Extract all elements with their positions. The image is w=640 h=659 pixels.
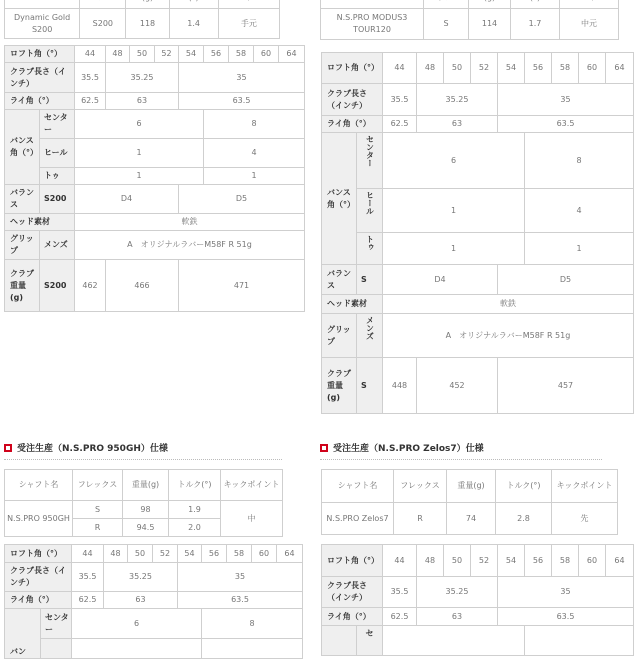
header-kick: キックポイント (221, 470, 283, 501)
lie-value: 63 (417, 608, 498, 626)
header-flex: フレックス (73, 470, 123, 501)
loft-value: 50 (128, 545, 153, 563)
club-weight-label: クラブ重量(g) (5, 260, 40, 312)
shaft-flex: S (424, 9, 469, 40)
bounce-center-label: センター (357, 133, 383, 189)
loft-value: 58 (552, 53, 579, 84)
shaft-kick: 手元 (218, 9, 279, 39)
shaft-name: N.S.PRO MODUS3 TOUR120 (321, 9, 424, 40)
red-square-icon (4, 444, 12, 452)
bounce-center-value: 8 (202, 609, 303, 639)
shaft-torque: 1.9 (169, 501, 221, 519)
loft-value: 60 (254, 46, 279, 63)
bounce-toe-label: トゥ (40, 168, 75, 185)
head-material-value: 軟鉄 (383, 295, 634, 314)
shaft-weight: 114 (469, 9, 511, 40)
bounce-center-label: センター (41, 609, 72, 639)
right-bottom-spec-table (321, 544, 634, 656)
bounce-toe-value: 1 (383, 233, 525, 265)
shaft-weight: 98 (123, 501, 169, 519)
shaft-name: N.S.PRO Zelos7 (322, 503, 394, 535)
bounce-center-value: 6 (75, 110, 204, 139)
loft-value: 54 (498, 545, 525, 577)
lie-value: 62.5 (383, 608, 417, 626)
bounce-label: バン (5, 609, 41, 659)
loft-value: 50 (444, 53, 471, 84)
loft-value: 44 (75, 46, 106, 63)
right-bottom-shaft-table (321, 469, 618, 535)
loft-value: 56 (525, 545, 552, 577)
grip-sub-label: メンズ (357, 314, 383, 358)
header-kick (560, 0, 619, 9)
loft-value: 54 (498, 53, 525, 84)
length-label: クラブ長さ（インチ） (322, 84, 383, 116)
length-value: 35.25 (106, 63, 179, 93)
balance-flex: S200 (40, 185, 75, 214)
lie-label: ライ角（°） (5, 93, 75, 110)
loft-value: 44 (383, 545, 417, 577)
balance-value: D5 (179, 185, 305, 214)
shaft-name: N.S.PRO 950GH (5, 501, 73, 537)
shaft-weight: 118 (126, 9, 169, 39)
lie-label: ライ角（°） (322, 608, 383, 626)
header-torque (169, 0, 218, 9)
bounce-heel-value (72, 639, 202, 659)
length-value: 35.5 (383, 577, 417, 608)
section-divider (320, 459, 602, 460)
loft-value: 50 (444, 545, 471, 577)
section-title-text: 受注生産（N.S.PRO 950GH）仕様 (17, 444, 168, 454)
length-value: 35.25 (417, 577, 498, 608)
club-weight-flex: S200 (40, 260, 75, 312)
section-title-text: 受注生産（N.S.PRO Zelos7）仕様 (333, 444, 484, 454)
bounce-heel-value: 1 (75, 139, 204, 168)
bounce-center-value (525, 626, 634, 656)
loft-value: 58 (227, 545, 252, 563)
bounce-label: バンス角（°） (322, 133, 357, 265)
lie-value: 62.5 (383, 116, 417, 133)
loft-value: 64 (277, 545, 303, 563)
balance-label: バランス (5, 185, 40, 214)
header-weight: 重量(g) (123, 470, 169, 501)
header-flex: フレックス (394, 470, 447, 503)
loft-value: 44 (72, 545, 104, 563)
head-material-label: ヘッド素材 (322, 295, 383, 314)
loft-value: 60 (252, 545, 277, 563)
header-flex (424, 0, 469, 9)
header-kick (218, 0, 279, 9)
length-value: 35 (498, 577, 634, 608)
length-value: 35.25 (104, 563, 178, 592)
shaft-flex: S200 (80, 9, 126, 39)
bounce-label (322, 626, 357, 656)
section-title-zelos7 (320, 441, 484, 454)
loft-value: 64 (279, 46, 305, 63)
loft-value: 56 (202, 545, 227, 563)
length-value: 35 (179, 63, 305, 93)
loft-value: 52 (155, 46, 179, 63)
loft-value: 64 (606, 53, 634, 84)
grip-label: グリップ (322, 314, 357, 358)
shaft-torque: 2.0 (169, 519, 221, 537)
grip-value: A オリジナルラバーM58F R 51g (383, 314, 634, 358)
balance-label: バランス (322, 265, 357, 295)
loft-value: 52 (153, 545, 178, 563)
header-weight: 重量(g) (447, 470, 496, 503)
loft-value: 58 (229, 46, 254, 63)
loft-label: ロフト角（°） (322, 545, 383, 577)
head-material-value: 軟鉄 (75, 214, 305, 231)
left-bottom-shaft-table (4, 469, 283, 537)
header-kick: キックポイント (552, 470, 618, 503)
shaft-flex: R (73, 519, 123, 537)
header-weight (469, 0, 511, 9)
loft-value: 50 (130, 46, 155, 63)
loft-label: ロフト角（°） (322, 53, 383, 84)
header-flex (80, 0, 126, 9)
bounce-toe-label: トゥ (357, 233, 383, 265)
section-divider (4, 459, 282, 460)
header-torque: トルク(°) (169, 470, 221, 501)
length-label: クラブ長さ（インチ） (5, 563, 72, 592)
shaft-torque: 2.8 (496, 503, 552, 535)
loft-value: 56 (525, 53, 552, 84)
header-shaft-name (321, 0, 424, 9)
header-weight (126, 0, 169, 9)
head-material-label: ヘッド素材 (5, 214, 75, 231)
header-shaft-name (5, 0, 80, 9)
shaft-kick: 先 (552, 503, 618, 535)
bounce-heel-label: ヒール (40, 139, 75, 168)
bounce-center-value: 6 (72, 609, 202, 639)
grip-value: A オリジナルラバーM58F R 51g (75, 231, 305, 260)
lie-value: 63.5 (498, 608, 634, 626)
lie-value: 63 (106, 93, 179, 110)
left-top-spec-table (4, 45, 305, 312)
loft-label: ロフト角（°） (5, 545, 72, 563)
lie-value: 62.5 (75, 93, 106, 110)
balance-value: D4 (383, 265, 498, 295)
shaft-weight: 94.5 (123, 519, 169, 537)
balance-value: D5 (498, 265, 634, 295)
balance-value: D4 (75, 185, 179, 214)
bounce-heel-value: 1 (383, 189, 525, 233)
loft-label: ロフト角（°） (5, 46, 75, 63)
bounce-center-label: セ (357, 626, 383, 656)
grip-label: グリップ (5, 231, 40, 260)
shaft-weight: 74 (447, 503, 496, 535)
loft-value: 48 (417, 53, 444, 84)
shaft-name: Dynamic Gold S200 (5, 9, 80, 39)
loft-value: 60 (579, 53, 606, 84)
club-weight-value: 471 (179, 260, 305, 312)
lie-value: 63 (104, 592, 178, 609)
bounce-center-value: 6 (383, 133, 525, 189)
loft-value: 52 (471, 545, 498, 577)
loft-value: 44 (383, 53, 417, 84)
shaft-flex: S (73, 501, 123, 519)
grip-sub-label: メンズ (40, 231, 75, 260)
section-title-950gh (4, 441, 168, 454)
left-top-shaft-table (4, 0, 280, 39)
length-label: クラブ長さ（インチ） (322, 577, 383, 608)
loft-value: 48 (104, 545, 128, 563)
header-torque (511, 0, 560, 9)
bounce-center-value: 8 (525, 133, 634, 189)
lie-label: ライ角（°） (322, 116, 383, 133)
red-square-icon (320, 444, 328, 452)
loft-value: 54 (179, 46, 204, 63)
length-value: 35.5 (383, 84, 417, 116)
length-value: 35 (178, 563, 303, 592)
length-value: 35 (498, 84, 634, 116)
length-value: 35.25 (417, 84, 498, 116)
bounce-center-label: センター (40, 110, 75, 139)
right-top-spec-table (321, 52, 634, 414)
bounce-center-value (383, 626, 525, 656)
shaft-kick: 中 (221, 501, 283, 537)
header-shaft-name: シャフト名 (5, 470, 73, 501)
loft-value: 64 (606, 545, 634, 577)
club-weight-value: 462 (75, 260, 106, 312)
loft-value: 56 (204, 46, 229, 63)
bounce-heel-value (202, 639, 303, 659)
balance-flex: S (357, 265, 383, 295)
bounce-label: バンス角（°） (5, 110, 40, 185)
bounce-heel-label (41, 639, 72, 659)
lie-value: 63 (417, 116, 498, 133)
shaft-torque: 1.7 (511, 9, 560, 40)
club-weight-value: 457 (498, 358, 634, 414)
loft-value: 48 (106, 46, 130, 63)
bounce-toe-value: 1 (75, 168, 204, 185)
bounce-toe-value: 1 (525, 233, 634, 265)
shaft-kick: 中元 (560, 9, 619, 40)
length-value: 35.5 (72, 563, 104, 592)
bounce-toe-value: 1 (204, 168, 305, 185)
loft-value: 52 (471, 53, 498, 84)
header-shaft-name: シャフト名 (322, 470, 394, 503)
loft-value: 54 (178, 545, 202, 563)
left-bottom-spec-table (4, 544, 303, 659)
bounce-heel-label: ヒール (357, 189, 383, 233)
club-weight-value: 466 (106, 260, 179, 312)
club-weight-value: 448 (383, 358, 417, 414)
bounce-center-value: 8 (204, 110, 305, 139)
loft-value: 60 (579, 545, 606, 577)
length-value: 35.5 (75, 63, 106, 93)
club-weight-label: クラブ重量(g) (322, 358, 357, 414)
bounce-heel-value: 4 (204, 139, 305, 168)
bounce-heel-value: 4 (525, 189, 634, 233)
lie-value: 63.5 (178, 592, 303, 609)
shaft-torque: 1.4 (169, 9, 218, 39)
club-weight-flex: S (357, 358, 383, 414)
loft-value: 58 (552, 545, 579, 577)
lie-value: 63.5 (179, 93, 305, 110)
right-top-shaft-table (320, 0, 619, 40)
club-weight-value: 452 (417, 358, 498, 414)
shaft-flex: R (394, 503, 447, 535)
header-torque: トルク(°) (496, 470, 552, 503)
lie-label: ライ角（°） (5, 592, 72, 609)
lie-value: 63.5 (498, 116, 634, 133)
lie-value: 62.5 (72, 592, 104, 609)
length-label: クラブ長さ（インチ） (5, 63, 75, 93)
loft-value: 48 (417, 545, 444, 577)
